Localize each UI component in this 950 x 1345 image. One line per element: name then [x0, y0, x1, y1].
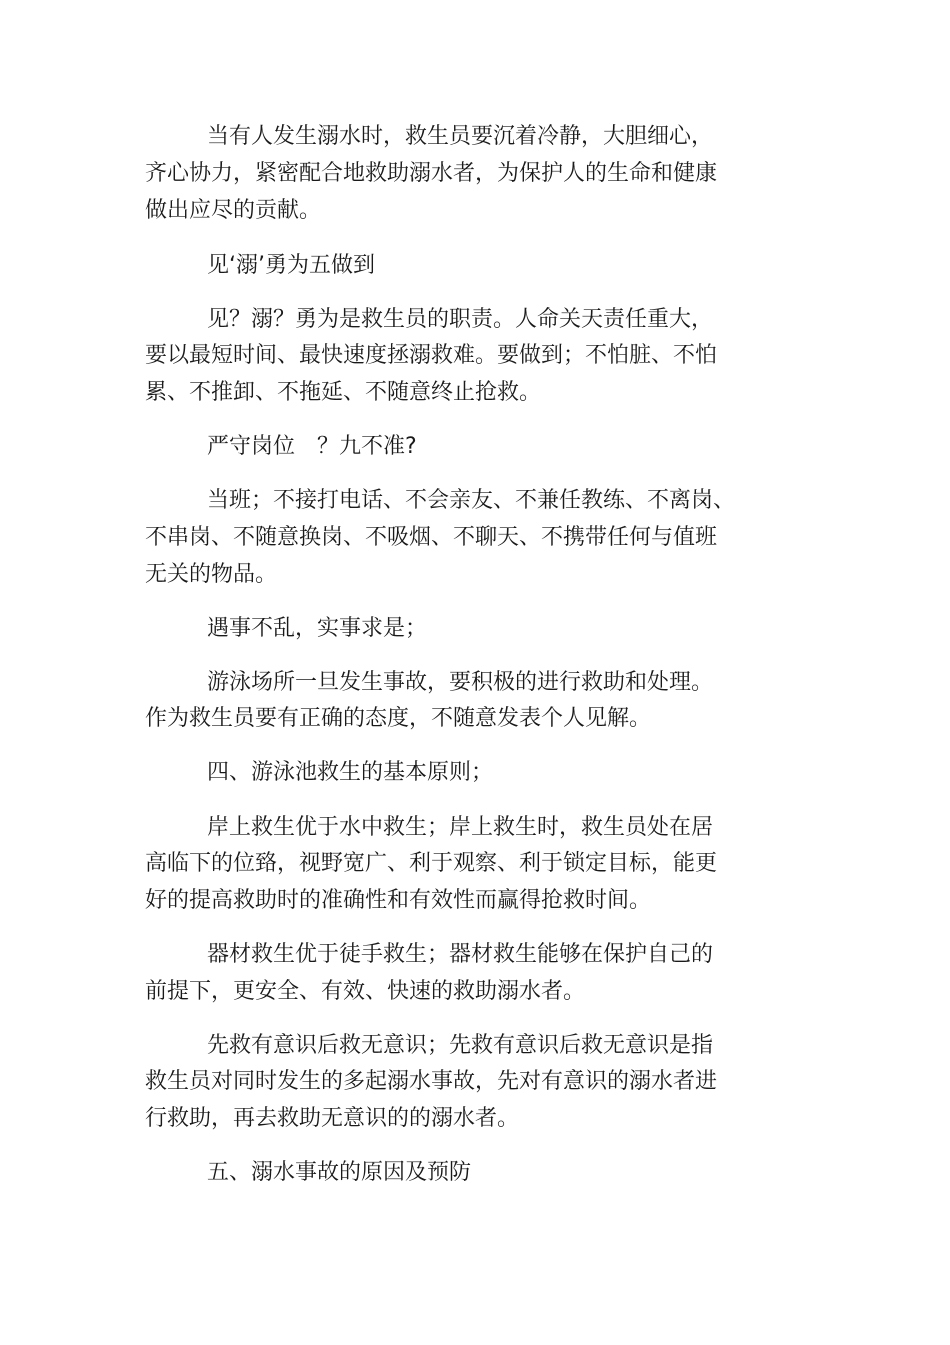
paragraph-line: 不串岗、不随意换岗、不吸烟、不聊天、不携带任何与值班 [145, 525, 718, 550]
section-heading: 四、游泳池救生的基本原则； [207, 760, 494, 785]
paragraph-line: 游泳场所一旦发生事故，要积极的进行救助和处理。 [207, 670, 714, 695]
paragraph-line: 好的提高救助时的准确性和有效性而赢得抢救时间。 [145, 888, 652, 913]
paragraph-line: 救生员对同时发生的多起溺水事故，先对有意识的溺水者进 [145, 1069, 718, 1094]
section-heading: 严守岗位 ？九不准? [207, 434, 417, 459]
section-heading: 见‘溺’勇为五做到 [207, 253, 375, 278]
section-heading: 五、溺水事故的原因及预防 [207, 1160, 472, 1185]
paragraph-line: 当有人发生溺水时，救生员要沉着冷静，大胆细心， [207, 124, 714, 149]
paragraph-line: 当班；不接打电话、不会亲友、不兼任教练、不离岗、 [207, 488, 736, 513]
paragraph-line: 高临下的位臵，视野宽广、利于观察、利于锁定目标，能更 [145, 851, 718, 876]
paragraph-line: 累、不推卸、不拖延、不随意终止抢救。 [145, 380, 542, 405]
section-heading: 遇事不乱，实事求是； [207, 616, 428, 641]
paragraph-line: 齐心协力，紧密配合地救助溺水者，为保护人的生命和健康 [145, 161, 718, 186]
paragraph-line: 做出应尽的贡献。 [145, 198, 322, 223]
paragraph-line: 见？溺？勇为是救生员的职责。人命关天责任重大， [207, 307, 714, 332]
paragraph-line: 器材救生优于徒手救生；器材救生能够在保护自己的 [207, 942, 714, 967]
paragraph-line: 前提下，更安全、有效、快速的救助溺水者。 [145, 979, 586, 1004]
paragraph-line: 岸上救生优于水中救生；岸上救生时，救生员处在居 [207, 815, 714, 840]
paragraph-line: 作为救生员要有正确的态度，不随意发表个人见解。 [145, 706, 652, 731]
paragraph-line: 行救助，再去救助无意识的的溺水者。 [145, 1106, 520, 1131]
paragraph-line: 先救有意识后救无意识；先救有意识后救无意识是指 [207, 1033, 714, 1058]
paragraph-line: 要以最短时间、最快速度拯溺救难。要做到；不怕脏、不怕 [145, 343, 718, 368]
paragraph-line: 无关的物品。 [145, 562, 278, 587]
